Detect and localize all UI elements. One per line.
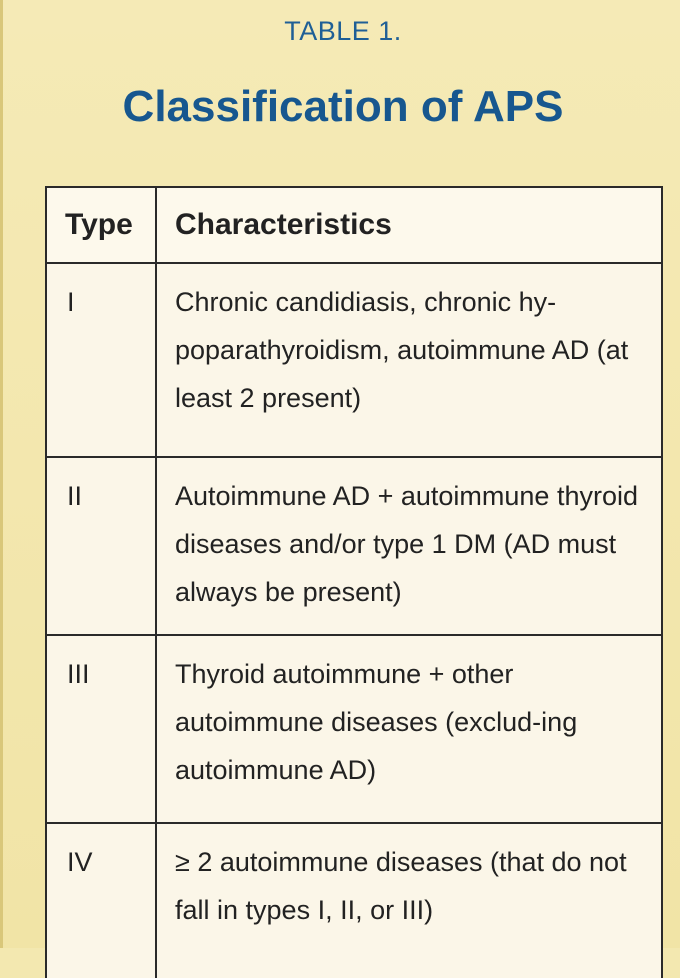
table-header-row: [46, 187, 662, 263]
table-row: [46, 263, 662, 457]
characteristics-cell: Autoimmune AD + autoimmune thyroid diseases and/or type 1 DM (AD must always be present): [156, 457, 662, 635]
table-row: [46, 635, 662, 823]
table-title: Classification of APS: [122, 82, 564, 131]
type-cell: IV: [46, 823, 156, 978]
classification-table: [45, 186, 663, 978]
table-label: TABLE 1.: [284, 16, 402, 46]
characteristics-cell: Thyroid autoimmune + other autoimmune diseases (exclud-ing autoimmune AD): [156, 635, 662, 823]
column-header-characteristics: Characteristics: [156, 187, 662, 263]
type-cell: I: [46, 263, 156, 457]
column-header-type: Type: [46, 187, 156, 263]
table-row: [46, 457, 662, 635]
type-cell: III: [46, 635, 156, 823]
table-row: [46, 823, 662, 978]
characteristics-cell: ≥ 2 autoimmune diseases (that do not fall in types I, II, or III): [156, 823, 662, 978]
type-cell: II: [46, 457, 156, 635]
characteristics-cell: Chronic candidiasis, chronic hy-poparathyroidism, autoimmune AD (at least 2 present): [156, 263, 662, 457]
